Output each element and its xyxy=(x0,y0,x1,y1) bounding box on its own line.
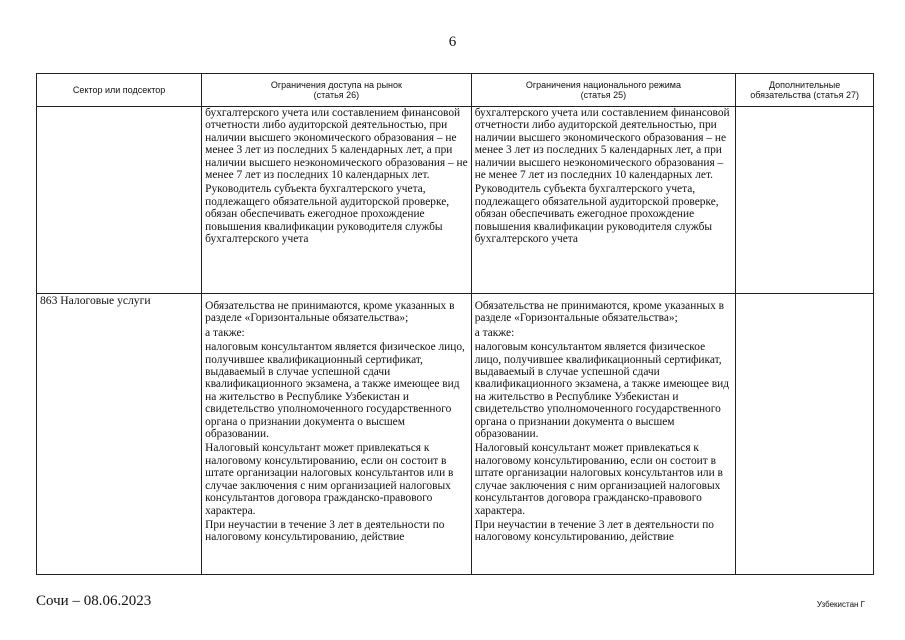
paragraph: бухгалтерского учета или составлением финансовой отчетности либо аудиторской деятельностью, при наличии высшего экономического образования – не менее 3 лет из последних 5 календарных лет, а при наличии высшего неэкономического образования – не менее 7 лет из последних 10 календарных лет. xyxy=(474,107,730,182)
paragraph: Налоговый консультант может привлекаться к налоговому консультированию, если он состоит в штате организации налоговых консультантов или в случае заключения с ним организацией налоговых консультантов договора гражданско-правового характера. xyxy=(205,442,454,517)
header-market-access-title: Ограничения доступа на рынок xyxy=(270,80,402,90)
footer-place-date: Сочи – 08.06.2023 xyxy=(36,593,152,609)
paragraph: Руководитель субъекта бухгалтерского учета, подлежащего обязательной аудиторской проверке, обязан обеспечивать ежегодное прохождение повышения квалификации руководителя службы бухгалтерского учета xyxy=(205,183,450,246)
header-extra-title: Дополнительные xyxy=(768,80,841,90)
paragraph: Налоговый консультант может привлекаться к налоговому консультированию, если он состоит в штате организации налоговых консультантов или в случае заключения с ним организацией налоговых консультантов договора гражданско-правового характера. xyxy=(474,442,723,517)
paragraph: Руководитель субъекта бухгалтерского учета, подлежащего обязательной аудиторской проверке, обязан обеспечивать ежегодное прохождение повышения квалификации руководителя службы бухгалтерского учета xyxy=(474,183,719,246)
table-row xyxy=(37,294,874,575)
paragraph: налоговым консультантом является физическое лицо, получившее квалификационный сертификат, выдаваемый в случае успешной сдачи квалификационного экзамена, а также имеющее вид на жительство в Республике Узбекистан и свидетельство уполномоченного государственного органа о признании документа о высшем образовании. xyxy=(474,341,730,441)
paragraph: Обязательства не принимаются, кроме указанных в разделе «Горизонтальные обязательства»; xyxy=(205,300,455,325)
paragraph: налоговым консультантом является физическое лицо, получившее квалификационный сертификат, выдаваемый в случае успешной сдачи квалификационного экзамена, а также имеющее вид на жительство в Республике Узбекистан и свидетельство уполномоченного государственного органа о признании документа о высшем образовании. xyxy=(205,341,465,441)
paragraph: бухгалтерского учета или составлением финансовой отчетности либо аудиторской деятельностью, при наличии высшего экономического образования – не менее 3 лет из последних 5 календарных лет, а при наличии высшего неэкономического образования – не менее 7 лет из последних 10 календарных лет. xyxy=(205,107,468,182)
header-national-title: Ограничения национального режима xyxy=(525,80,681,90)
national-treatment-cell xyxy=(471,107,735,294)
header-extra-article: обязательства (статья 27) xyxy=(750,90,859,100)
table-row xyxy=(37,107,874,294)
paragraph: При неучастии в течение 3 лет в деятельности по налоговому консультированию, действие xyxy=(474,518,715,544)
header-market-access-article: (статья 26) xyxy=(313,90,360,100)
header-market-access xyxy=(202,74,472,107)
header-sector: Сектор или подсектор xyxy=(37,74,202,107)
page-number: 6 xyxy=(448,34,457,50)
additional-commitments-cell xyxy=(736,294,874,575)
paragraph: При неучастии в течение 3 лет в деятельности по налоговому консультированию, действие xyxy=(205,518,445,544)
market-access-cell xyxy=(202,107,472,294)
paragraph: Обязательства не принимаются, кроме указанных в разделе «Горизонтальные обязательства»; xyxy=(474,300,724,325)
header-national-article: (статья 25) xyxy=(580,90,627,100)
additional-commitments-cell xyxy=(736,107,874,294)
header-national-treatment xyxy=(471,74,735,107)
paragraph: а также: xyxy=(205,326,245,339)
sector-cell: 863 Налоговые услуги xyxy=(37,294,202,575)
commitments-table xyxy=(36,73,874,575)
footer-document-label: Узбекистан Г xyxy=(816,600,865,609)
header-additional-commitments xyxy=(736,74,874,107)
paragraph: а также: xyxy=(474,326,515,339)
sector-cell xyxy=(37,107,202,294)
market-access-cell xyxy=(202,294,472,575)
national-treatment-cell xyxy=(471,294,735,575)
table-header-row xyxy=(37,74,874,107)
